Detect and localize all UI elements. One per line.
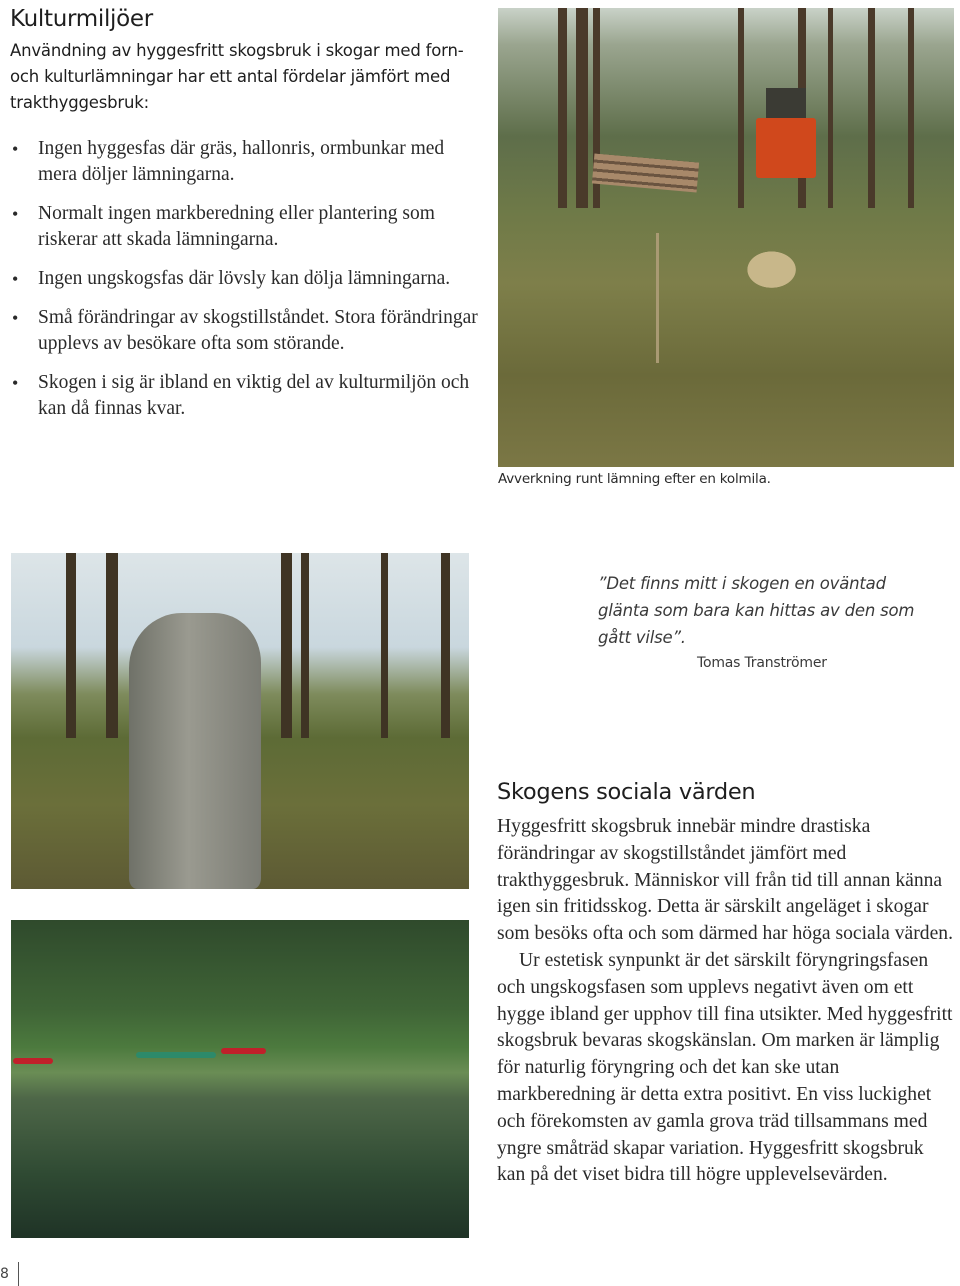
canoe (136, 1052, 216, 1058)
log-pile (592, 153, 699, 192)
sociala-paragraph: Ur estetisk synpunkt är det särskilt föryngringsfasen och ungskogsfasen som upplevs negativt även om ett hygge ibland ger upphov till fina utsikter. Med hyggesfritt skogsbruk bevaras skogskänslan. Om marken är lämplig för naturlig föryngring och det kan ske utan markberedning är detta extra positivt. En viss luckighet och förekomsten av gamla grova träd tillsammans med yngre småträd skapar variation. Hyggesfritt skogsbruk kan på det viset bidra till högre upplevelsevärden. (497, 949, 953, 1186)
bullet-item: • Normalt ingen markberedning eller plantering som riskerar att skada lämningarna. (10, 201, 480, 253)
forest-harvester (756, 118, 816, 178)
bullet-item: • Skogen i sig är ibland en viktig del av kulturmiljön och kan då finnas kvar. (10, 370, 480, 422)
page-number-rule (18, 1262, 19, 1286)
kulturmiljoer-heading: Kulturmiljöer (10, 6, 153, 32)
kulturmiljoer-bullet-list (10, 136, 480, 422)
harvester-forest-photo (498, 8, 954, 467)
sociala-varden-section (497, 776, 955, 1189)
bullet-item: • Ingen hyggesfas där gräs, hallonris, ormbunkar med mera döljer lämningarna. (10, 136, 480, 188)
canoe (13, 1058, 53, 1064)
standing-stone (129, 613, 261, 889)
kulturmiljoer-section (10, 2, 480, 435)
canoe (221, 1048, 266, 1054)
standing-stone-photo (11, 553, 469, 889)
quote-text: ”Det finns mitt i skogen en oväntad glänta som bara kan hittas av den som gått vilse”. (598, 574, 915, 647)
bullet-item: • Ingen ungskogsfas där lövsly kan dölja lämningarna. (10, 266, 480, 292)
harvester-photo-caption: Avverkning runt lämning efter en kolmila. (498, 471, 771, 487)
sociala-heading: Skogens sociala värden (497, 779, 756, 805)
sociala-paragraph: Hyggesfritt skogsbruk innebär mindre drastiska förändringar av skogstillståndet jämfört med trakthyggesbruk. Människor vill från tid till annan känna igen sin fritidsskog. Detta är särskilt angeläget i skogar som besöks ofta och som därmed har höga sociala värden. (497, 816, 953, 945)
page-number: 8 (0, 1266, 9, 1282)
bullet-item: • Små förändringar av skogstillståndet. Stora förändringar upplevs av besökare ofta som störande. (10, 305, 480, 357)
canoe-lake-photo (11, 920, 469, 1238)
marker-stick (656, 233, 659, 363)
quote-author: Tomas Tranströmer (697, 655, 827, 671)
kulturmiljoer-intro: Användning av hyggesfritt skogsbruk i skogar med forn- och kulturlämningar har ett antal fördelar jämfört med trakthyggesbruk: (10, 41, 464, 112)
